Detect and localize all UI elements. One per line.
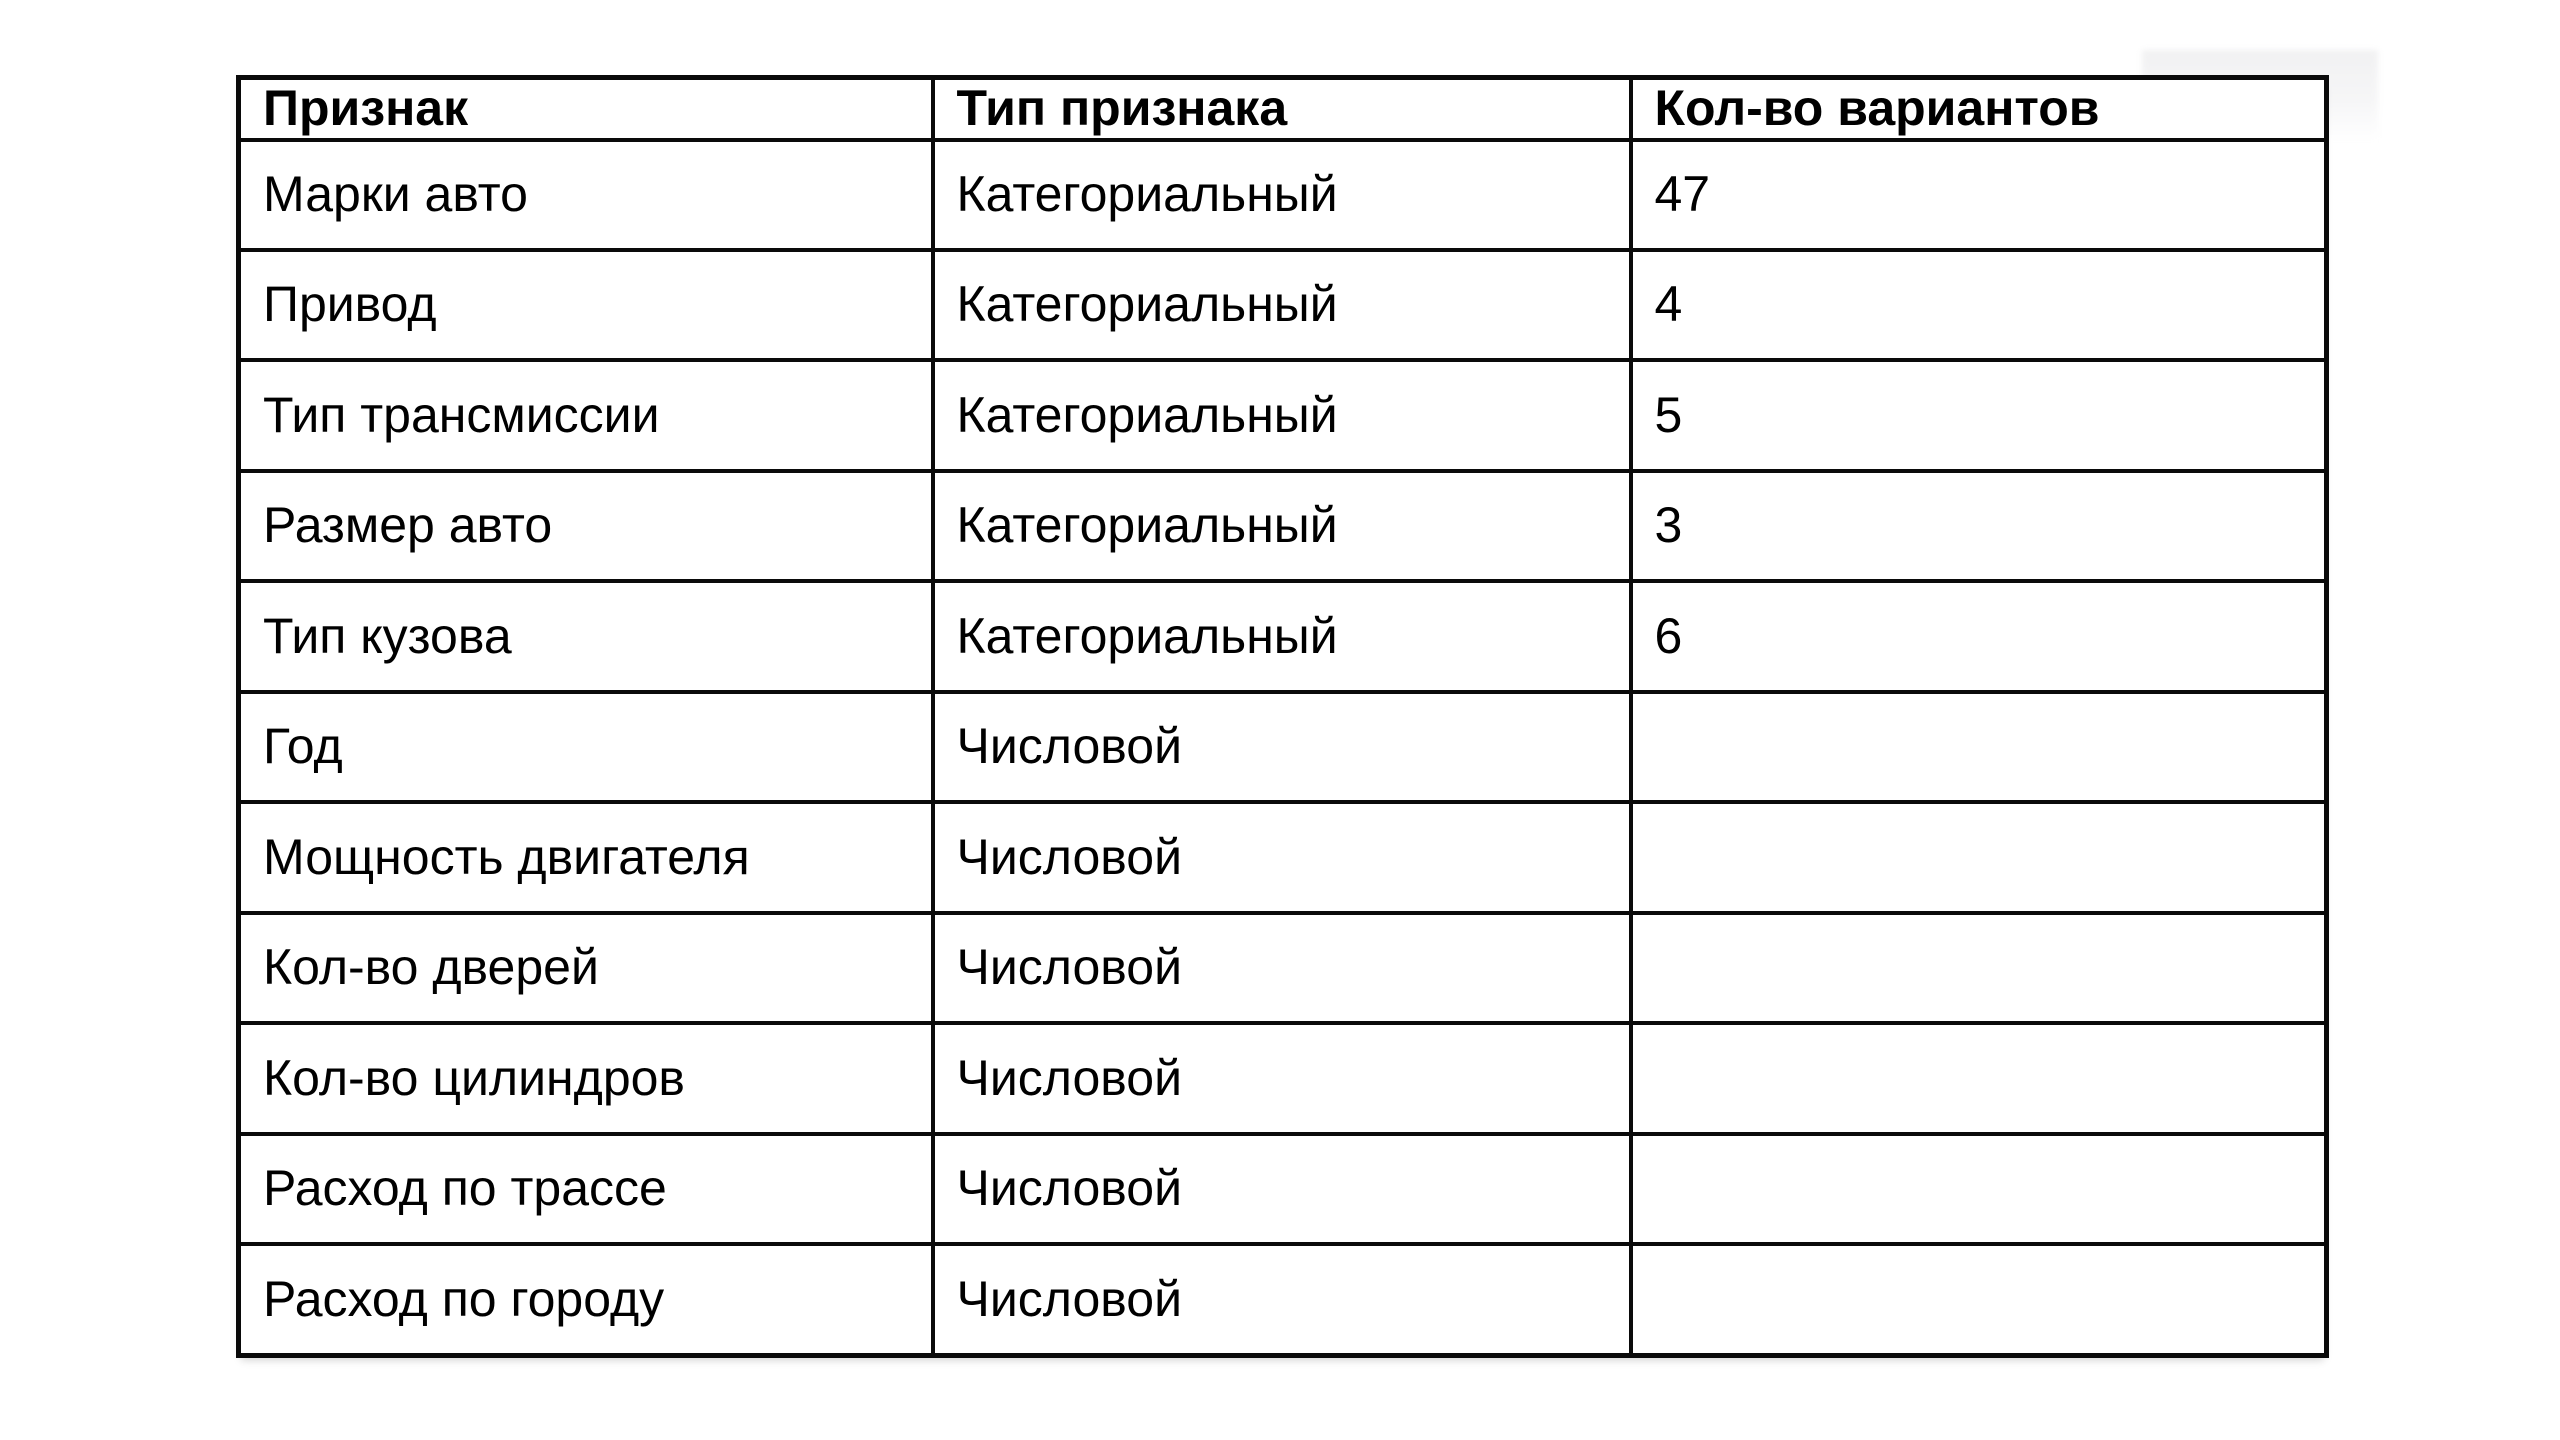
cell-feature: Тип кузова: [239, 581, 933, 691]
cell-type: Числовой: [933, 692, 1631, 802]
cell-feature: Кол-во дверей: [239, 913, 933, 1023]
cell-type: Категориальный: [933, 140, 1631, 250]
table-row: [239, 250, 2327, 360]
cell-feature: Год: [239, 692, 933, 802]
features-table: [236, 75, 2329, 1358]
table-row: [239, 1023, 2327, 1133]
table-row: [239, 1134, 2327, 1244]
cell-variants: 4: [1631, 250, 2327, 360]
cell-variants: [1631, 1023, 2327, 1133]
cell-type: Числовой: [933, 1023, 1631, 1133]
table-header: [239, 78, 2327, 140]
table-container: [236, 75, 2329, 1358]
cell-feature: Мощность двигателя: [239, 802, 933, 912]
cell-variants: 5: [1631, 360, 2327, 470]
cell-feature: Размер авто: [239, 471, 933, 581]
table-body: [239, 140, 2327, 1356]
cell-type: Числовой: [933, 1134, 1631, 1244]
table-row: [239, 1244, 2327, 1355]
table-row: [239, 360, 2327, 470]
cell-variants: 3: [1631, 471, 2327, 581]
cell-variants: 6: [1631, 581, 2327, 691]
cell-type: Категориальный: [933, 360, 1631, 470]
cell-variants: [1631, 1244, 2327, 1355]
table-row: [239, 802, 2327, 912]
cell-variants: [1631, 1134, 2327, 1244]
cell-variants: [1631, 913, 2327, 1023]
column-header-variants: Кол-во вариантов: [1631, 78, 2327, 140]
cell-feature: Марки авто: [239, 140, 933, 250]
cell-type: Категориальный: [933, 250, 1631, 360]
cell-feature: Кол-во цилиндров: [239, 1023, 933, 1133]
column-header-type: Тип признака: [933, 78, 1631, 140]
cell-feature: Расход по городу: [239, 1244, 933, 1355]
cell-type: Числовой: [933, 1244, 1631, 1355]
table-row: [239, 913, 2327, 1023]
cell-type: Категориальный: [933, 581, 1631, 691]
cell-type: Числовой: [933, 913, 1631, 1023]
header-row: [239, 78, 2327, 140]
cell-variants: [1631, 802, 2327, 912]
cell-feature: Привод: [239, 250, 933, 360]
table-row: [239, 471, 2327, 581]
column-header-feature: Признак: [239, 78, 933, 140]
cell-variants: 47: [1631, 140, 2327, 250]
table-row: [239, 581, 2327, 691]
cell-type: Категориальный: [933, 471, 1631, 581]
table-row: [239, 692, 2327, 802]
cell-variants: [1631, 692, 2327, 802]
cell-type: Числовой: [933, 802, 1631, 912]
cell-feature: Тип трансмиссии: [239, 360, 933, 470]
cell-feature: Расход по трассе: [239, 1134, 933, 1244]
table-row: [239, 140, 2327, 250]
